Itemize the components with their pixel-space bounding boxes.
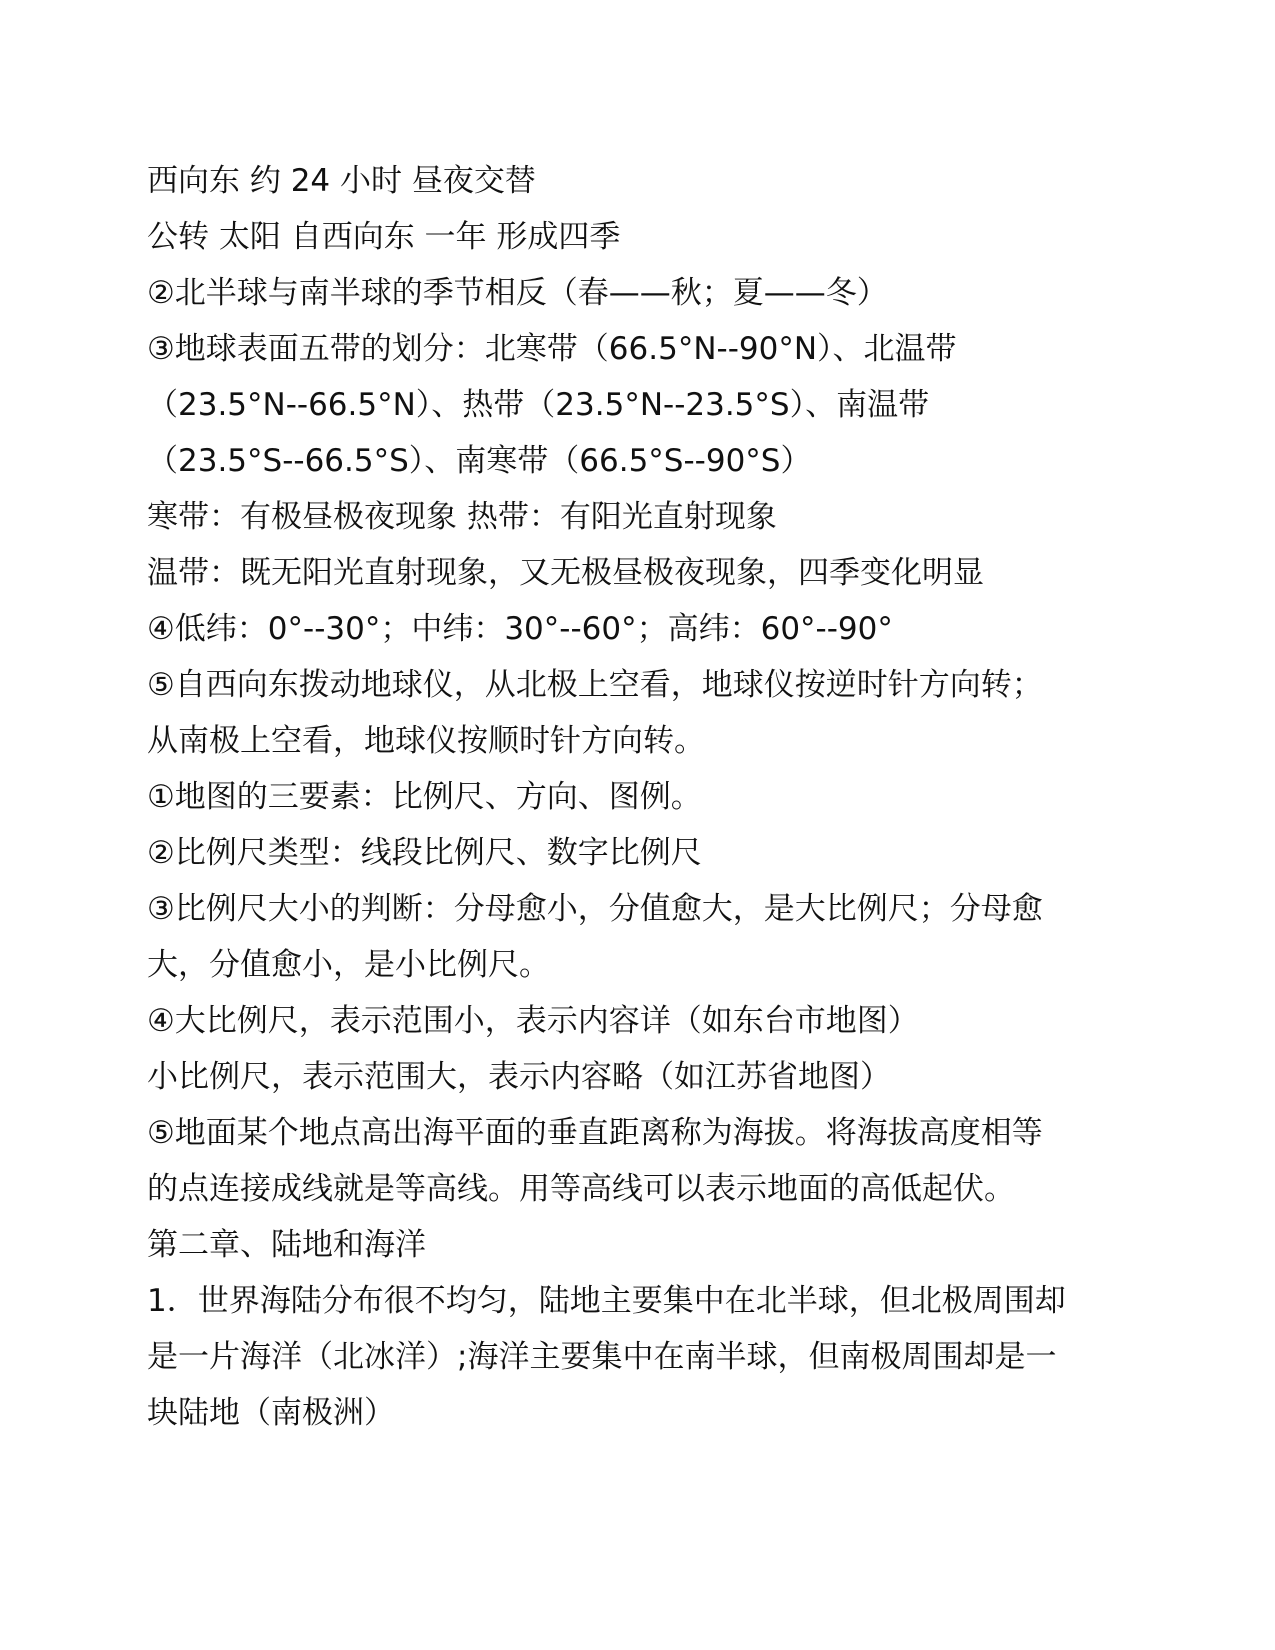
text-line: 大，分值愈小，是小比例尺。 <box>147 947 550 983</box>
text-line: ②北半球与南半球的季节相反（春——秋；夏——冬） <box>147 275 888 311</box>
text-line: 块陆地（南极洲） <box>147 1395 395 1431</box>
text-line: ①地图的三要素：比例尺、方向、图例。 <box>147 779 702 815</box>
text-line: 公转 太阳 自西向东 一年 形成四季 <box>147 219 621 255</box>
text-line: ③地球表面五带的划分：北寒带（66.5°N--90°N）、北温带 <box>147 331 957 367</box>
chapter-heading: 第二章、陆地和海洋 <box>147 1227 426 1263</box>
text-line: ②比例尺类型：线段比例尺、数字比例尺 <box>147 835 702 871</box>
text-line: 是一片海洋（北冰洋）;海洋主要集中在南半球，但南极周围却是一 <box>147 1339 1057 1375</box>
text-line: 西向东 约 24 小时 昼夜交替 <box>147 163 536 199</box>
text-line: 寒带：有极昼极夜现象 热带：有阳光直射现象 <box>147 499 777 535</box>
text-line: ④大比例尺，表示范围小，表示内容详（如东台市地图） <box>147 1003 919 1039</box>
text-line: 从南极上空看，地球仪按顺时针方向转。 <box>147 723 705 759</box>
text-line: ⑤自西向东拨动地球仪，从北极上空看，地球仪按逆时针方向转； <box>147 667 1043 703</box>
text-line: ⑤地面某个地点高出海平面的垂直距离称为海拔。将海拔高度相等 <box>147 1115 1043 1151</box>
text-line: ④低纬：0°--30°；中纬：30°--60°；高纬：60°--90° <box>147 611 893 647</box>
document-body <box>147 153 1137 1441</box>
text-line: （23.5°S--66.5°S）、南寒带（66.5°S--90°S） <box>147 443 812 479</box>
text-line: （23.5°N--66.5°N）、热带（23.5°N--23.5°S）、南温带 <box>147 387 930 423</box>
text-line: 的点连接成线就是等高线。用等高线可以表示地面的高低起伏。 <box>147 1171 1015 1207</box>
text-line: 小比例尺，表示范围大，表示内容略（如江苏省地图） <box>147 1059 891 1095</box>
text-line: 温带：既无阳光直射现象，又无极昼极夜现象，四季变化明显 <box>147 555 984 591</box>
text-line: ③比例尺大小的判断：分母愈小，分值愈大，是大比例尺；分母愈 <box>147 891 1043 927</box>
text-line: 1．世界海陆分布很不均匀，陆地主要集中在北半球，但北极周围却 <box>147 1283 1066 1319</box>
